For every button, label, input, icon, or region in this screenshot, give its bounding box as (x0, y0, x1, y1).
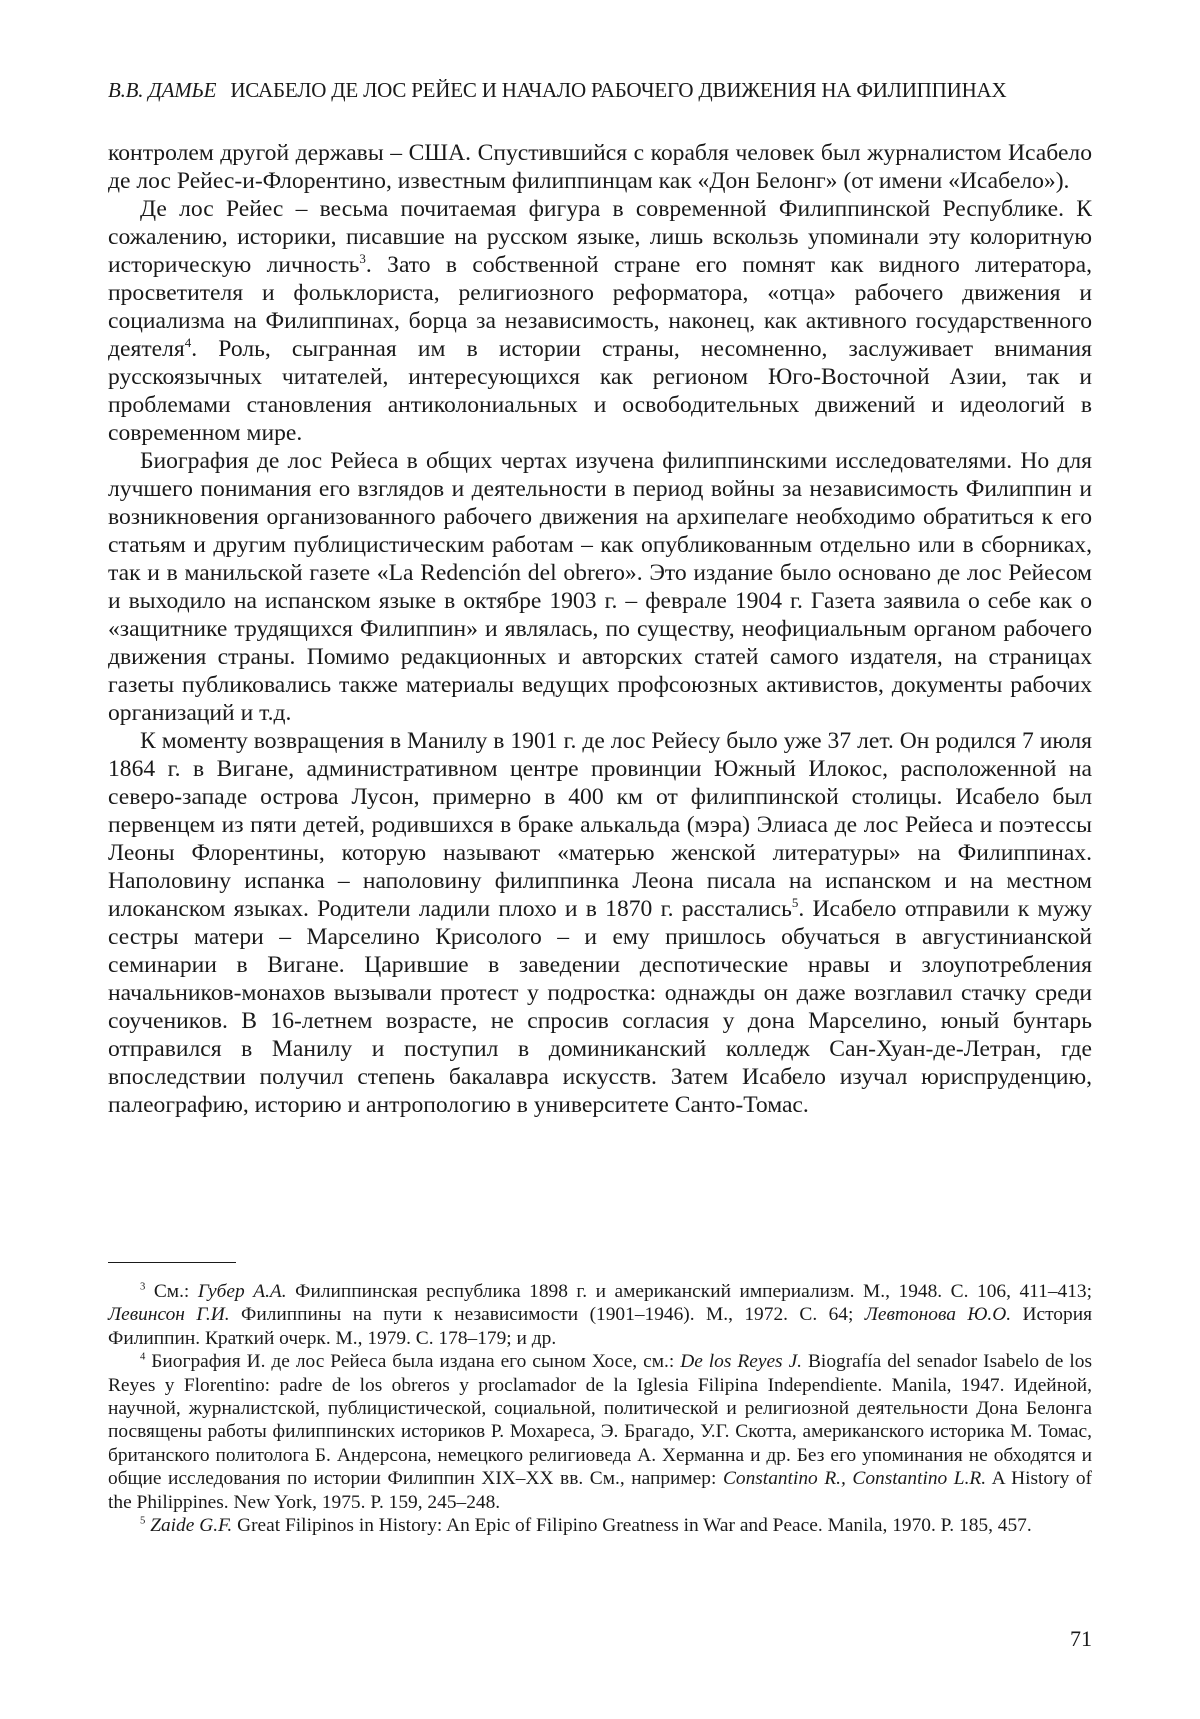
footnote-5-mark: 5 (140, 1514, 146, 1527)
paragraph-4 (108, 727, 1092, 1119)
footnote-ref-3[interactable]: 3 (359, 251, 366, 267)
footnote-3-text-1: Филиппинская республика 1898 г. и американский империализм. М., 1948. С. 106, 411–413; (286, 1281, 1092, 1302)
footnote-separator (108, 1262, 236, 1263)
footnote-4-author-1: De los Reyes J. (680, 1351, 803, 1373)
footnotes (108, 1280, 1092, 1537)
footnote-5-author-1: Zaide G.F. (150, 1515, 233, 1537)
paragraph-3-text: Биография де лос Рейеса в общих чертах изучена филиппинскими исследователями. Но для лучшего понимания его взглядов и деятельности в период войны за независимость Филиппин и возникновения организованного рабочего движения на архипелаге необходимо обратиться к его статьям и другим публицистическим работам – как опубликованным отдельно или в сборниках, так и в манильской газете «La Redención del obrero». Это издание было основано де лос Рейесом и выходило на испанском языке в октябре 1903 г. – феврале 1904 г. Газета заявила о себе как о «защитнике трудящихся Филиппин» и являлась, по существу, неофициальным органом рабочего движения страны. Помимо редакционных и авторских статей самого издателя, на страницах газеты публиковались также материалы ведущих профсоюзных активистов, документы рабочих организаций и т.д. (108, 448, 1092, 726)
footnote-3-prefix: См.: (145, 1281, 198, 1302)
footnote-5-text-1: Great Filipinos in History: An Epic of Filipino Greatness in War and Peace. Manila, 1970. P. 185, 457. (232, 1515, 1032, 1537)
paragraph-4-text-a: К моменту возвращения в Манилу в 1901 г. де лос Рейесу было уже 37 лет. Он родился 7 июля 1864 г. в Вигане, административном центре провинции Южный Илокос, расположенной на северо-западе острова Лусон, примерно в 400 км от филиппинской столицы. Исабело был первенцем из пяти детей, родившихся в браке алькальда (мэра) Элиаса де лос Рейеса и поэтессы Леоны Флорентины, которую называют «матерью женской литературы» на Филиппинах. Наполовину испанка – наполовину филиппинка Леона писала на испанском и на местном илоканском языках. Родители ладили плохо и в 1870 г. расстались (108, 728, 1092, 922)
footnote-3-author-2: Левинсон Г.И. (108, 1304, 230, 1326)
footnote-4-author-2: Constantino R., Constantino L.R. (722, 1468, 987, 1490)
footnote-3-mark: 3 (140, 1280, 146, 1293)
footnote-4-text-1: Biografía del senador Isabelo de los Reyes y Florentino: padre de los obreros y proclamador de la Iglesia Filipina Independiente. Manila, 1947. Идейной, научной, журналистской, публицистической, социальной, политической и религиозной деятельности Дона Белонга посвящены работы филиппинских историков Р. Мохареса, Э. Брагадо, У.Г. Скотта, американского историка М. Томас, британского политолога Б. Андерсона, немецкого религиоведа А. Херманна и др. Без его упоминания не обходятся и общие исследования по истории Филиппин XIX–XX вв. См., например: (108, 1351, 1092, 1490)
footnote-3-author-3: Левтонова Ю.О. (864, 1304, 1012, 1326)
paragraph-1 (108, 139, 1092, 195)
footnote-4 (108, 1350, 1092, 1514)
body-text (108, 139, 1092, 1119)
footnote-ref-5[interactable]: 5 (791, 895, 799, 911)
footnote-4-mark: 4 (140, 1350, 146, 1363)
running-header (108, 78, 1092, 103)
paragraph-2 (108, 195, 1092, 447)
footnote-4-text-2: A History of the Philippines. New York, 1975. P. 159, 245–248. (108, 1468, 1092, 1513)
page-number: 71 (1070, 1626, 1092, 1651)
paragraph-2-text-a: Де лос Рейес – весьма почитаемая фигура в современной Филиппинской Республике. К сожалению, историки, писавшие на русском языке, лишь вскользь упоминали эту колоритную историческую личность (108, 196, 1092, 278)
footnote-4-prefix: Биография И. де лос Рейеса была издана его сыном Хосе, см.: (145, 1351, 681, 1373)
header-author: В.В. ДАМЬЕ (108, 78, 217, 102)
paragraph-2-text-c: . Роль, сыгранная им в истории страны, несомненно, заслуживает внимания русскоязычных читателей, интересующихся как регионом Юго-Восточной Азии, так и проблемами становления антиколониальных и освободительных движений и идеологий в современном мире. (108, 336, 1092, 446)
header-title: ИСАБЕЛО ДЕ ЛОС РЕЙЕС И НАЧАЛО РАБОЧЕГО ДВИЖЕНИЯ НА ФИЛИППИНАХ (230, 78, 1007, 102)
paragraph-1-text: контролем другой державы – США. Спустившийся с корабля человек был журналистом Исабело де лос Рейес-и-Флорентино, известным филиппинцам как «Дон Белонг» (от имени «Исабело»). (108, 140, 1092, 194)
footnote-ref-4[interactable]: 4 (184, 335, 192, 351)
paragraph-4-text-b: . Исабело отправили к мужу сестры матери – Марселино Крисолого – и ему пришлось обучаться в августинианской семинарии в Вигане. Царившие в заведении деспотические нравы и злоупотребления начальников-монахов вызывали протест у подростка: однажды он даже возглавил стачку среди соучеников. В 16-летнем возрасте, не спросив согласия у дона Марселино, юный бунтарь отправился в Манилу и поступил в доминиканский колледж Сан-Хуан-де-Летран, где впоследствии получил степень бакалавра искусств. Затем Исабело изучал юриспруденцию, палеографию, историю и антропологию в университете Санто-Томас. (108, 896, 1092, 1118)
paragraph-3 (108, 447, 1092, 727)
footnote-3-text-2: Филиппины на пути к независимости (1901–1946). М., 1972. С. 64; (229, 1304, 865, 1326)
footnote-3-text-3: История Филиппин. Краткий очерк. М., 1979. С. 178–179; и др. (108, 1304, 1092, 1349)
paragraph-2-text-b: . Зато в собственной стране его помнят как видного литератора, просветителя и фольклориста, религиозного реформатора, «отца» рабочего движения и социализма на Филиппинах, борца за независимость, наконец, как активного государственного деятеля (108, 252, 1092, 362)
footnote-3-author-1: Губер А.А. (197, 1281, 287, 1302)
footnote-5 (108, 1514, 1092, 1537)
footnote-3 (108, 1280, 1092, 1350)
